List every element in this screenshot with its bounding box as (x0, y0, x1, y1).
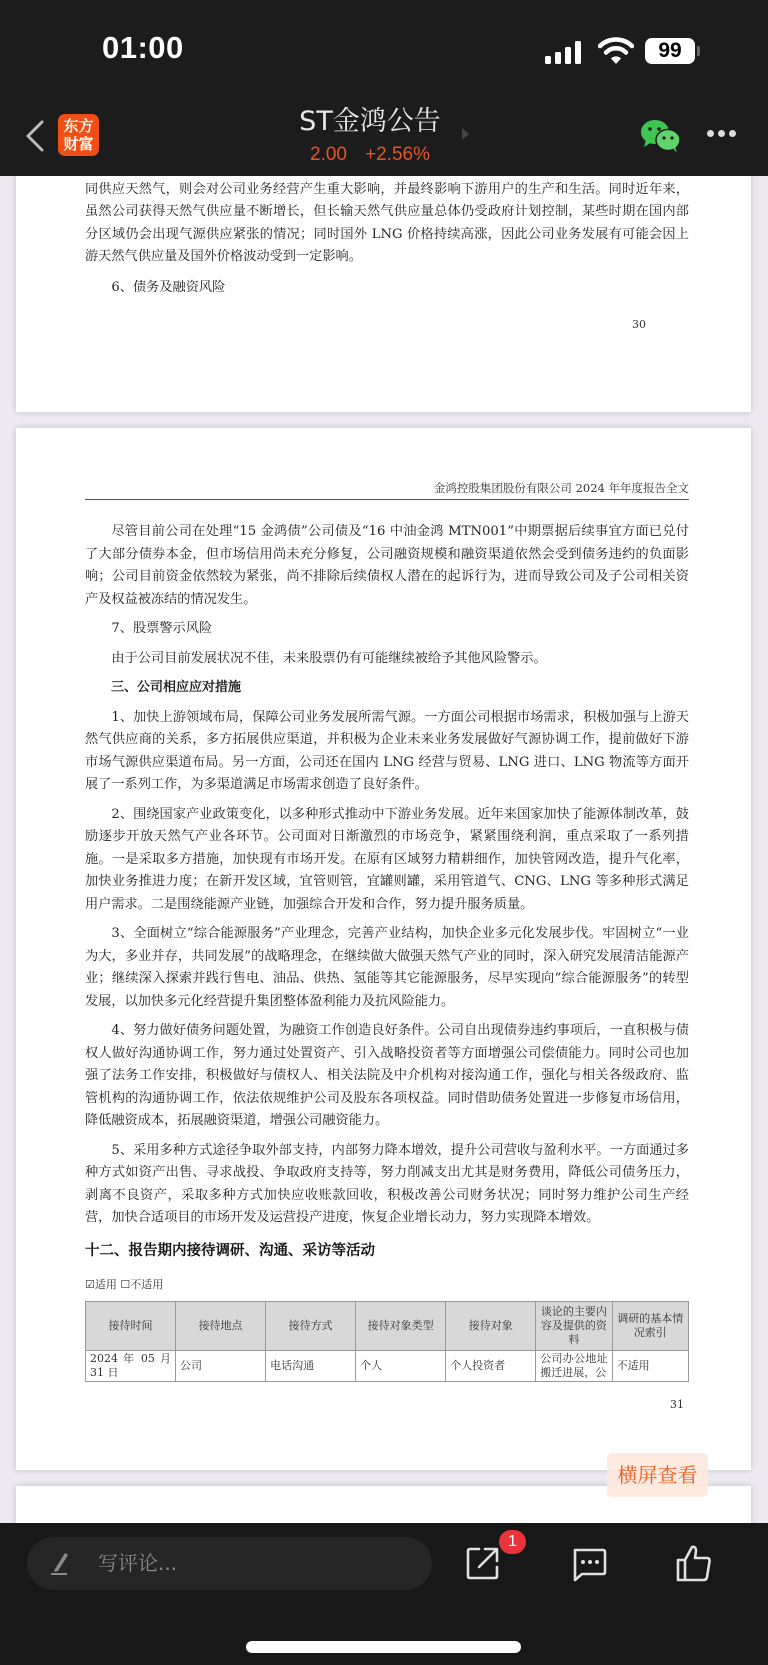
caret-right-icon (462, 128, 469, 140)
top-bar (0, 0, 768, 176)
applicability-options (85, 1274, 689, 1297)
column-header: 接待地点 (176, 1301, 266, 1350)
logo-text: 财富 (63, 135, 94, 153)
measure-3: 3、全面树立“综合能源服务”产业理念，完善产业结构，加快企业多元化发展步伐。牢固树立“一业为大，多业并存，共同发展”的战略理念，在继续做大做强天然气产业的同时，深入研究发展清洁能源产业；继续深入探索并践行售电、油品、供热、氢能等其它能源服务，尽早实现向“综合能源服务”的转型发展，以加快多元化经营提升集团整体盈利能力及抗风险能力。 (85, 926, 689, 1009)
column-header: 接待对象类型 (356, 1301, 446, 1350)
battery-tip (697, 46, 700, 56)
price-row (250, 142, 490, 168)
pen-icon (49, 1550, 73, 1576)
cell-method: 电话沟通 (266, 1350, 356, 1381)
section-heading-measures: 三、公司相应应对措施 (111, 680, 242, 695)
eastmoney-logo[interactable] (58, 114, 99, 156)
reception-activity-table (85, 1301, 689, 1382)
table-row (86, 1350, 689, 1381)
applicable-checked: ☑适用 (85, 1278, 117, 1291)
subheading-stock-warning: 7、股票警示风险 (111, 621, 213, 636)
document-page-31 (16, 428, 751, 1470)
paragraph: 尽管目前公司在处理“15 金鸿债”公司债及“16 中油金鸿 MTN001”中期票据后续事宜方面已兑付了大部分债券本金，但市场信用尚未充分修复，公司融资规模和融资渠道依然会受到债务违约的负面影响；公司目前资金依然较为紧张，尚不排除后续债权人潜在的起诉行为，进而导致公司及子公司相关资产及权益被冻结的情况发生。 (85, 524, 689, 607)
running-header: 金鸿控股集团股份有限公司 2024 年年度报告全文 (85, 480, 689, 500)
comment-icon[interactable] (571, 1547, 607, 1583)
applicable-unchecked: ☐不适用 (120, 1278, 164, 1291)
paragraph: 由于公司目前发展状况不佳，未来股票仍有可能继续被给予其他风险警示。 (111, 650, 547, 666)
comment-placeholder: 写评论... (98, 1551, 178, 1575)
logo-text: 东方 (63, 117, 94, 135)
cell-index: 不适用 (612, 1350, 688, 1381)
subheading-debt-risk: 6、债务及融资风险 (111, 279, 226, 295)
cell-time: 2024 年 05 月 31 日 (86, 1350, 176, 1381)
signal-icon (545, 40, 585, 64)
section-heading-12: 十二、报告期内接待调研、沟通、采访等活动 (85, 1242, 375, 1259)
column-header: 谈论的主要内容及提供的资料 (536, 1301, 612, 1350)
table-header-row (86, 1301, 689, 1350)
paragraph: 同供应天然气，则会对公司业务经营产生重大影响，并最终影响下游用户的生产和生活。同时近年来，虽然公司获得天然气供应量不断增长，但长输天然气供应量总体仍受政府计划控制，某些时期在国内部分区域仍会出现气源供应紧张的情况；同时国外 LNG 价格持续高涨，因此公司业务发展有可能会因上游天然气供应量及国外价格波动受到一定影响。 (85, 181, 689, 264)
page-title: ST金鸿公告 (299, 106, 441, 137)
column-header: 接待方式 (266, 1301, 356, 1350)
cell-content: 公司办公地址搬迁进展，公 (536, 1350, 612, 1381)
measure-2: 2、围绕国家产业政策变化，以多种形式推动中下游业务发展。近年来国家加快了能源体制改革，鼓励逐步开放天然气产业各环节。公司面对日渐激烈的市场竞争，紧紧围绕利润，重点采取了一系列措施。一是采取多方措施，加快现有市场开发。在原有区域努力精耕细作，加快管网改造，提升气化率，加快业务推进力度；在新开发区域，宜管则管，宜罐则罐，采用管道气、CNG、LNG 等多种形式满足用户需求。二是围绕能源产业链，加强综合开发和合作，努力提升服务质量。 (85, 806, 689, 912)
stock-title-block[interactable] (250, 104, 490, 168)
chevron-left-icon[interactable] (20, 116, 50, 156)
share-icon[interactable] (465, 1545, 501, 1581)
page-30-body (85, 156, 689, 299)
column-header: 接待时间 (86, 1301, 176, 1350)
page-number: 30 (632, 318, 646, 331)
measure-4: 4、努力做好债务问题处置，为融资工作创造良好条件。公司自出现债券违约事项后，一直积极与债权人做好沟通协调工作，努力通过处置资产、引入战略投资者等方面增强公司偿债能力。同时公司也加强了法务工作安排，积极做好与债权人、相关法院及中介机构对接沟通工作，强化与相关各级政府、监管机构的沟通协调工作，依法依规维护公司及股东各项权益。同时借助债务处置进一步修复市场信用，降低融资成本，拓展融资渠道，增强公司融资能力。 (85, 1023, 689, 1128)
measure-5: 5、采用多种方式途径争取外部支持，内部努力降本增效，提升公司营收与盈利水平。一方面通过多种方式如资产出售、寻求战投、争取政府支持等，努力削减支出尤其是财务费用，降低公司债务压力，剥离不良资产，采取多种方式加快应收账款回收，积极改善公司财务状况；同时努力维护公司生产经营，加快合适项目的市场开发及运营投产进度，恢复企业增长动力，努力实现降本增效。 (85, 1142, 689, 1225)
thumbs-up-icon[interactable] (675, 1543, 713, 1583)
page-number: 31 (670, 1398, 684, 1411)
column-header: 调研的基本情况索引 (612, 1301, 688, 1350)
status-time: 01:00 (102, 30, 184, 65)
wechat-icon[interactable] (640, 118, 682, 154)
bottom-bar (0, 1523, 768, 1665)
cell-target: 个人投资者 (446, 1350, 536, 1381)
wifi-icon (598, 37, 634, 65)
stock-price: 2.00 (310, 144, 347, 165)
notification-badge: 1 (499, 1530, 526, 1554)
comment-input[interactable] (27, 1537, 432, 1590)
price-change: +2.56% (365, 144, 430, 165)
measure-1: 1、加快上游领域布局，保障公司业务发展所需气源。一方面公司根据市场需求，积极加强与上游天然气供应商的关系，多方拓展供应渠道，并积极为企业未来业务发展做好气源协调工作，提前做好下游市场气源供应渠道布局。另一方面，公司还在国内 LNG 经营与贸易、LNG 进口、LNG 物流等方面开展了一系列工作，为多渠道满足市场需求创造了良好条件。 (85, 709, 689, 792)
page-31-body (85, 521, 689, 1382)
cell-target-type: 个人 (356, 1350, 446, 1381)
home-indicator[interactable] (246, 1641, 521, 1653)
cell-location: 公司 (176, 1350, 266, 1381)
column-header: 接待对象 (446, 1301, 536, 1350)
landscape-view-button[interactable]: 横屏查看 (607, 1453, 708, 1497)
battery-icon: 99 (645, 38, 695, 64)
more-horizontal-icon[interactable] (707, 130, 737, 140)
